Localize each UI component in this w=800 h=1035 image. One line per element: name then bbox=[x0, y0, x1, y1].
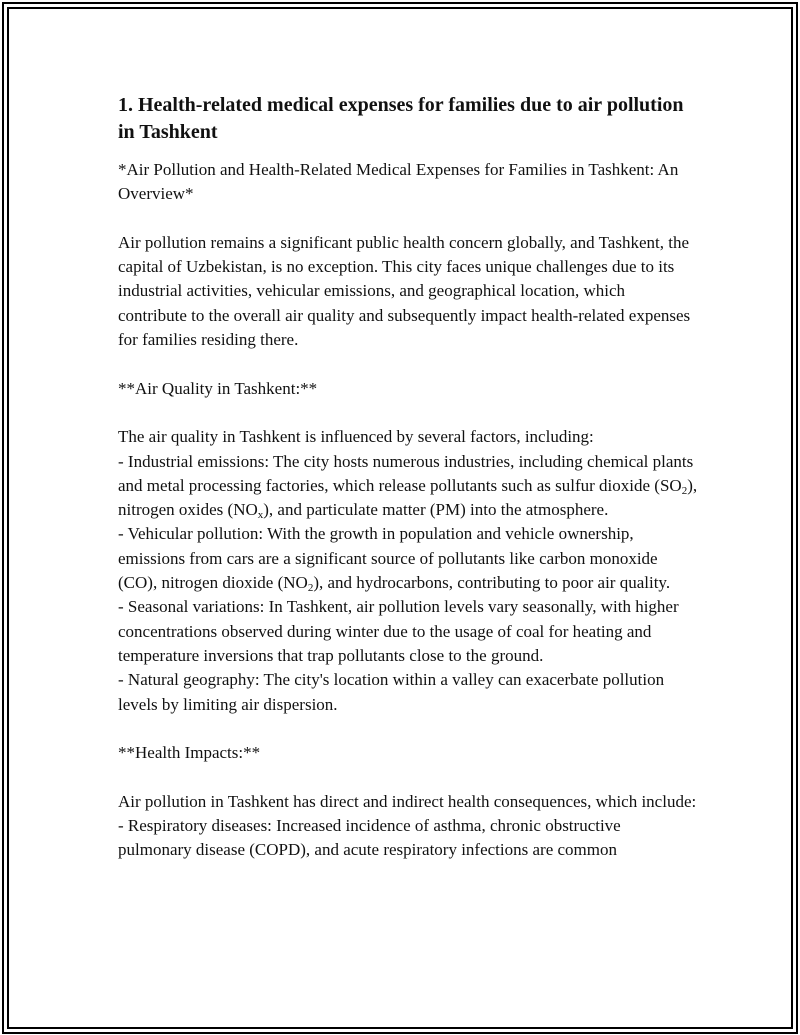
health-intro: Air pollution in Tashkent has direct and indirect health consequences, which include: bbox=[118, 791, 697, 811]
industrial-text-1: - Industrial emissions: The city hosts numerous industries, including chemical plants and metal processing factories, which release pollutants such as sulfur dioxide (SO bbox=[118, 451, 694, 495]
industrial-text-2: ), nitrogen oxides (NO bbox=[118, 475, 698, 520]
document-title-line: *Air Pollution and Health-Related Medical Expenses for Families in Tashkent: An Overview* bbox=[118, 160, 679, 204]
document-body bbox=[118, 92, 698, 863]
health-impacts-heading: **Health Impacts:** bbox=[118, 743, 261, 763]
paragraph-gap bbox=[118, 717, 698, 741]
intro-paragraph: Air pollution remains a significant public health concern globally, and Tashkent, the capital of Uzbekistan, is no exception. This city faces unique challenges due to its industrial activities, vehicular emissions, and geographical location, which contribute to the overall air quality and subsequently impact health-related expenses for families residing there. bbox=[118, 232, 691, 350]
subscript-2: 2 bbox=[681, 484, 688, 497]
natural-geography-item: - Natural geography: The city's location within a valley can exacerbate pollution levels by limiting air dispersion. bbox=[118, 670, 665, 714]
seasonal-variations-item: - Seasonal variations: In Tashkent, air pollution levels vary seasonally, with higher concentrations observed during winter due to the usage of coal for heating and temperature inversions that trap pollutants close to the ground. bbox=[118, 597, 679, 665]
subscript-x: x bbox=[257, 509, 264, 522]
industrial-emissions-item bbox=[118, 450, 698, 523]
vehicular-text-1: - Vehicular pollution: With the growth in population and vehicle ownership, emissions from cars are a significant source of pollutants like carbon monoxide (CO), nitrogen dioxide (NO bbox=[118, 524, 658, 593]
subscript-2: 2 bbox=[307, 582, 314, 595]
vehicular-text-2: ), and hydrocarbons, contributing to poor air quality. bbox=[313, 573, 671, 593]
air-quality-intro: The air quality in Tashkent is influenced by several factors, including: bbox=[118, 427, 594, 447]
section-heading: 1. Health-related medical expenses for families due to air pollution in Tashkent bbox=[118, 94, 684, 143]
air-quality-heading: **Air Quality in Tashkent:** bbox=[118, 378, 318, 398]
respiratory-diseases-item: - Respiratory diseases: Increased incidence of asthma, chronic obstructive pulmonary disease (COPD), and acute respiratory infections are common bbox=[118, 816, 621, 860]
paragraph-gap bbox=[118, 401, 698, 425]
industrial-text-3: ), and particulate matter (PM) into the atmosphere. bbox=[263, 500, 609, 520]
paragraph-gap bbox=[118, 765, 698, 789]
paragraph-gap bbox=[118, 207, 698, 231]
vehicular-pollution-item bbox=[118, 522, 698, 595]
paragraph-gap bbox=[118, 352, 698, 376]
